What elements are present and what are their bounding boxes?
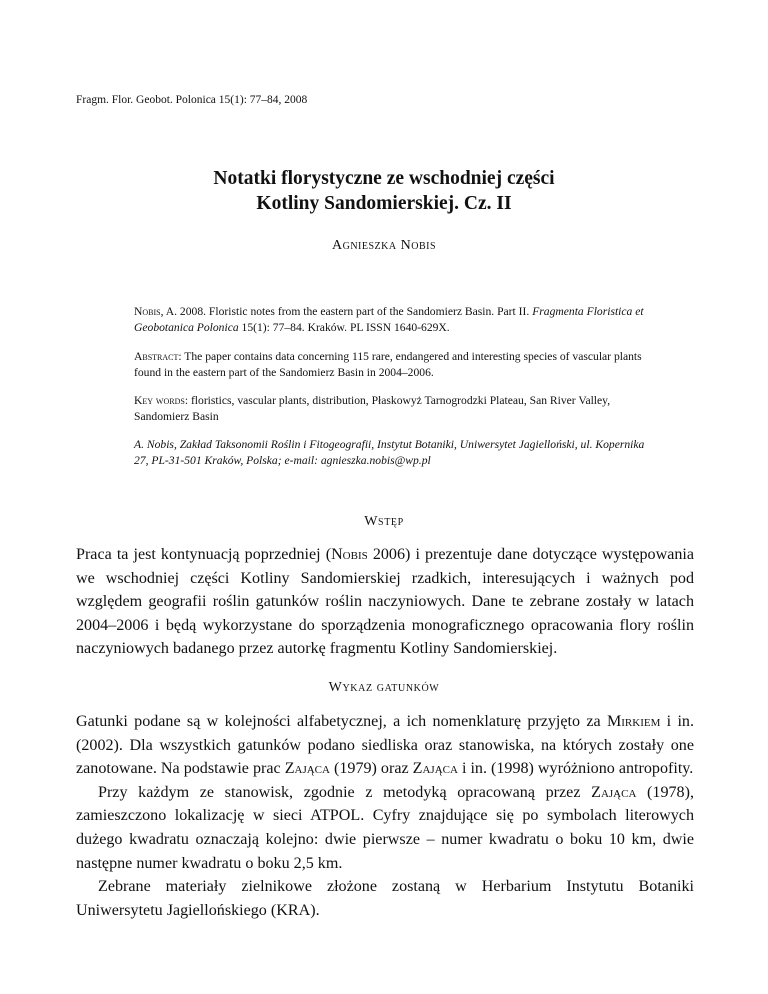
- reference-entry: [134, 304, 646, 336]
- intro-text-a: Praca ta jest kontynuacją poprzedniej (: [76, 546, 332, 563]
- abstract: [134, 349, 646, 381]
- species-text-b: i in. (2002). Dla wszystkich gatunków podano siedliska oraz stanowiska, na których zostały one zanotowane. Na podstawie prac: [76, 713, 694, 778]
- species-paragraph-3: Zebrane materiały zielnikowe złożone zostaną w Herbarium Instytutu Botaniki Uniwersytetu Jagiellońskiego (KRA).: [76, 878, 694, 919]
- keywords-text: : floristics, vascular plants, distribution, Płaskowyż Tarnogrodzki Plateau, San River Valley, Sandomierz Basin: [134, 394, 611, 423]
- reference-rest: 15(1): 77–84. Kraków. PL ISSN 1640-629X.: [238, 321, 450, 334]
- abstract-label: Abstract: [134, 350, 179, 363]
- keywords: [134, 393, 646, 425]
- citation-mirek: Mirkiem: [606, 713, 661, 730]
- citation-nobis: Nobis: [331, 546, 368, 563]
- reference-journal: Fragmenta Floristica et Geobotanica Polonica: [134, 305, 644, 334]
- title-line-1: Notatki florystyczne ze wschodniej części: [213, 168, 555, 189]
- reference-author: Nobis: [134, 305, 161, 318]
- intro-section-text: [76, 543, 694, 661]
- section-heading-species-list: Wykaz gatunków: [328, 680, 440, 695]
- title-line-2: Kotliny Sandomierskiej. Cz. II: [256, 193, 512, 214]
- intro-text-b: 2006) i prezentuje dane dotyczące występowania we wschodniej części Kotliny Sandomierskiej rzadkich, interesujących i ważnych pod względem geografii roślin gatunków roślin naczyniowych. Dane te zebrane zostały w latach 2004–2006 i będą wykorzystane do sporządzenia monograficznego opracowania flory roślin naczyniowych badanego przez autorkę fragmentu Kotliny Sandomierskiej.: [76, 546, 694, 658]
- species-text-d: i in. (1998) wyróżniono antropofity.: [457, 760, 694, 778]
- species-paragraph-1: [76, 710, 694, 781]
- author-name: Agnieszka Nobis: [332, 238, 436, 253]
- species-text-a: Gatunki podane są w kolejności alfabetycznej, a ich nomenklaturę przyjęto za: [76, 713, 607, 730]
- species-text-c: (1979) oraz: [329, 760, 413, 778]
- atpol-text-b: (1978), zamieszczono lokalizację w sieci ATPOL. Cyfry znajdujące się po symbolach literowych dużego kwadratu oznaczają kolejno: dwie pierwsze – numer kwadratu o boku 10 km, dwie następne numer kwadratu o boku 2,5 km.: [76, 783, 694, 872]
- author-address: [134, 437, 646, 469]
- address-text: A. Nobis, Zakład Taksonomii Roślin i Fitogeografii, Instytut Botaniki, Uniwersytet Jagielloński, ul. Kopernika 27, PL-31-501 Kraków, Polska; e-mail: agnieszka.nobis@wp.pl: [134, 438, 645, 467]
- citation-zajac-1978: Zająca: [591, 783, 637, 801]
- keywords-label: Key words: [134, 394, 185, 407]
- article-title: [0, 166, 768, 216]
- abstract-text: : The paper contains data concerning 115 rare, endangered and interesting species of vascular plants found in the eastern part of the Sandomierz Basin in 2004–2006.: [134, 350, 642, 379]
- journal-citation: Fragm. Flor. Geobot. Polonica 15(1): 77–84, 2008: [76, 94, 308, 106]
- intro-paragraph: [76, 543, 694, 661]
- atpol-text-a: Przy każdym ze stanowisk, zgodnie z metodyką opracowaną przez: [98, 783, 592, 801]
- citation-zajac-1998: Zająca: [412, 760, 458, 778]
- species-paragraph-2: [76, 781, 694, 875]
- reference-text: , A. 2008. Floristic notes from the eastern part of the Sandomierz Basin. Part II.: [160, 305, 533, 318]
- species-section-text: [76, 710, 694, 922]
- section-heading-intro: Wstęp: [364, 514, 404, 529]
- citation-zajac-1979: Zająca: [284, 760, 330, 778]
